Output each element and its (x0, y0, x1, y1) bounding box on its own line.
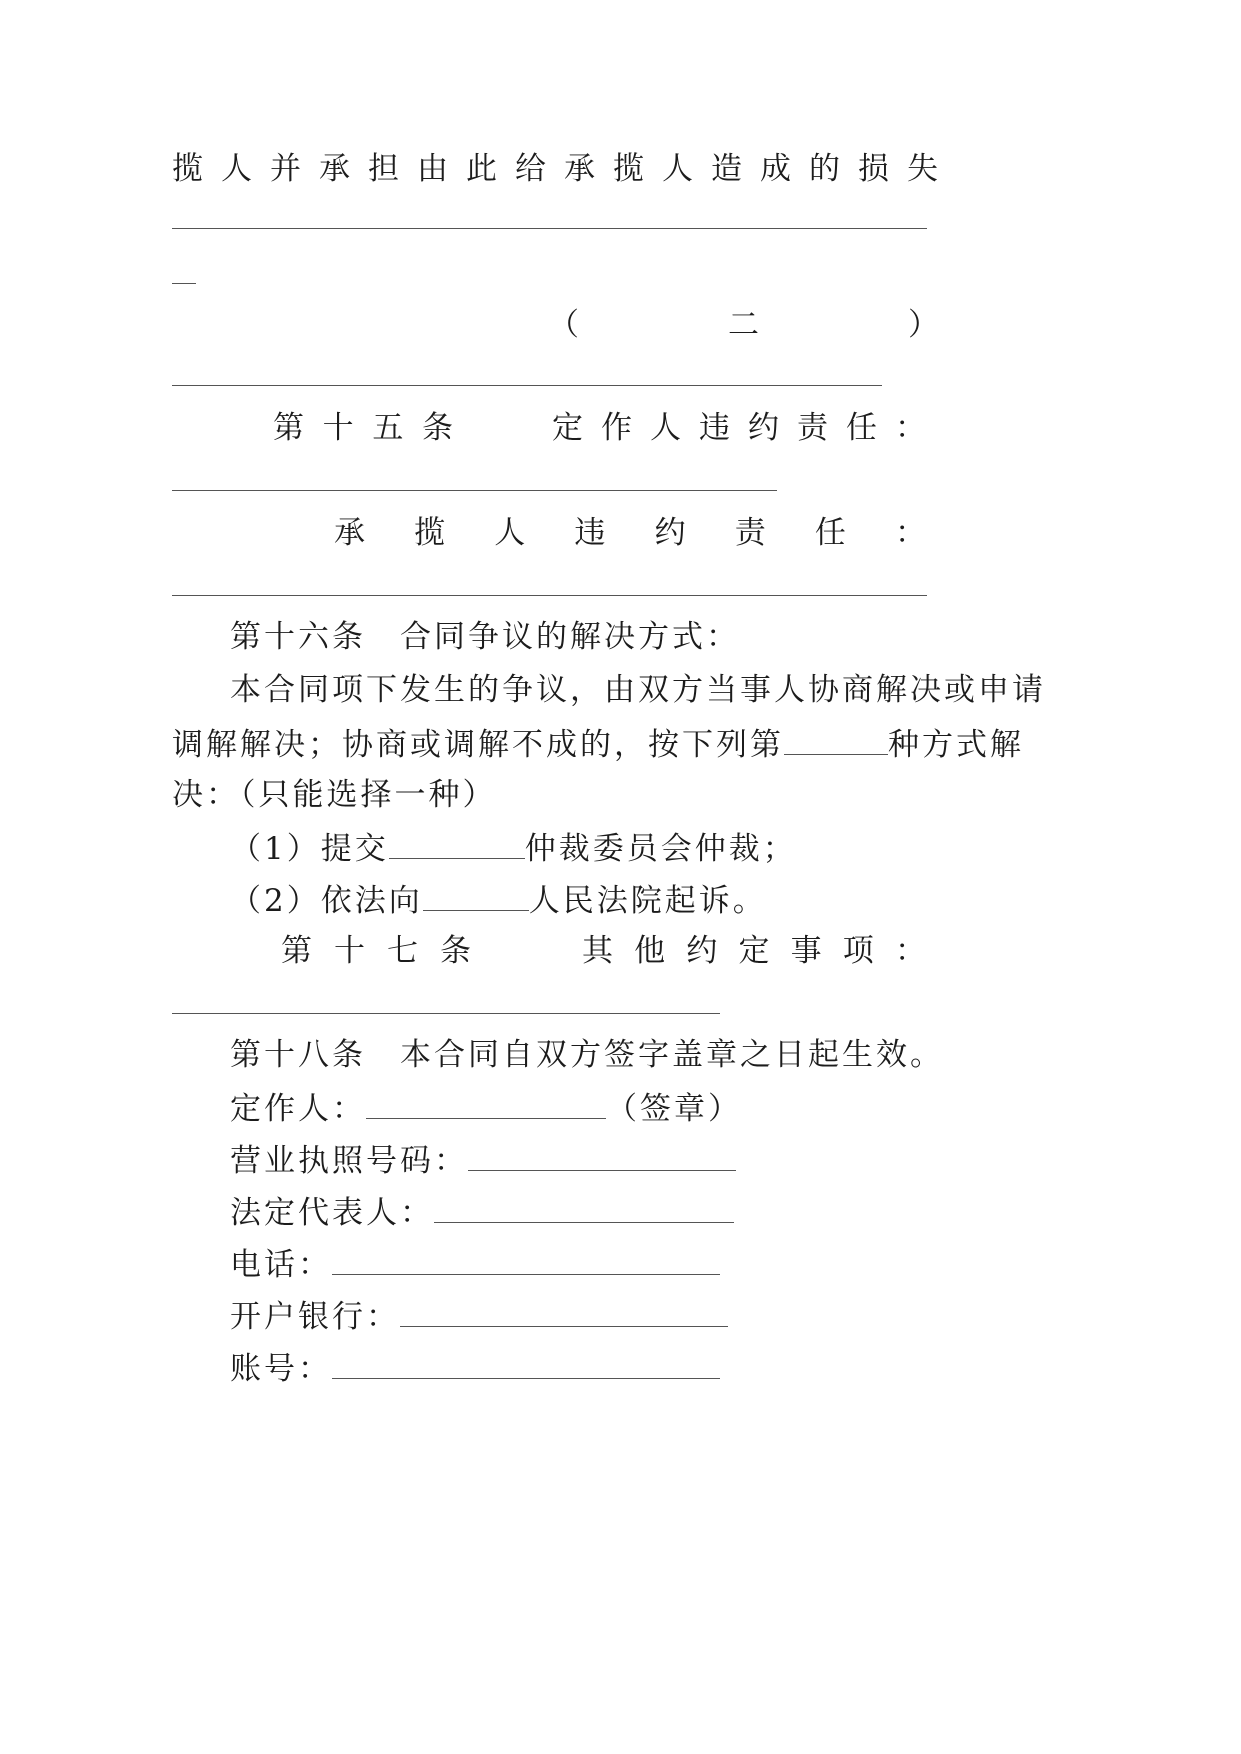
art17-number-char: 第 (281, 933, 312, 969)
art17-title-char: 定 (738, 933, 770, 969)
line1-char: 的 (809, 151, 840, 187)
client-label: 定作人： (230, 1091, 366, 1127)
line1-char: 人 (221, 151, 252, 187)
bank-blank[interactable] (400, 1300, 728, 1327)
art15-title-char: 违 (699, 410, 730, 446)
paren-close: ） (908, 307, 939, 343)
option1-label: （1）提交 (230, 831, 389, 867)
art18-number: 第十八条 (230, 1037, 366, 1073)
line1-char: 给 (515, 151, 546, 187)
art16-heading (230, 619, 740, 655)
line1-char: 并 (270, 151, 301, 187)
client-signature-blank[interactable] (366, 1092, 606, 1119)
paren-mid: 二 (728, 307, 759, 343)
art17-title (582, 933, 926, 969)
art15-title-char: 约 (748, 410, 779, 446)
line1-char: 由 (417, 151, 448, 187)
line1-char: 失 (907, 151, 938, 187)
contractor-liability-char: 违 (574, 515, 606, 551)
art16-para2-text-end: 种方式解 (888, 727, 1024, 763)
line1-char: 造 (711, 151, 742, 187)
method-choice-blank[interactable] (784, 728, 888, 755)
contractor-liability-char: 人 (494, 515, 526, 551)
art15-title-char: 任 (846, 410, 877, 446)
line1-char: 承 (564, 151, 595, 187)
art15-number (273, 410, 453, 446)
art16-para3: 决：（只能选择一种） (172, 777, 497, 813)
art15-title-char: 责 (797, 410, 828, 446)
line1-char: 此 (466, 151, 497, 187)
phone-row (230, 1248, 720, 1281)
phone-label: 电话： (230, 1247, 332, 1283)
art17-title-char: 项 (842, 933, 874, 969)
art17-number (281, 933, 471, 969)
line1-char: 揽 (613, 151, 644, 187)
art15-title-char: 作 (601, 410, 632, 446)
rep-row (230, 1196, 734, 1229)
art18-text: 本合同自双方签字盖章之日起生效。 (400, 1037, 944, 1073)
art15-number-char: 五 (372, 410, 404, 446)
art15-title-char: ： (895, 410, 926, 446)
court-blank[interactable] (423, 884, 529, 911)
line1-char: 承 (319, 151, 350, 187)
license-blank[interactable] (468, 1144, 736, 1171)
license-label: 营业执照号码： (230, 1143, 468, 1179)
line1-char: 担 (368, 151, 399, 187)
blank-rule (172, 385, 882, 386)
line1-char: 成 (760, 151, 791, 187)
art15-number-char: 十 (322, 410, 354, 446)
rep-blank[interactable] (434, 1196, 734, 1223)
blank-rule-tail (172, 283, 196, 284)
art15-title-char: 定 (552, 410, 583, 446)
account-blank[interactable] (332, 1352, 720, 1379)
art17-number-char: 七 (387, 933, 418, 969)
contractor-liability-char: 任 (814, 515, 846, 551)
art15-title-char: 人 (650, 410, 681, 446)
art17-title-char: 他 (634, 933, 666, 969)
account-row (230, 1352, 720, 1385)
contractor-liability-char: 约 (654, 515, 686, 551)
art16-para1: 本合同项下发生的争议，由双方当事人协商解决或申请 (230, 672, 1046, 708)
account-label: 账号： (230, 1351, 332, 1387)
bank-label: 开户银行： (230, 1299, 400, 1335)
blank-rule (172, 490, 777, 491)
art16-title: 合同争议的解决方式： (400, 619, 740, 655)
art17-title-char: 约 (686, 933, 718, 969)
line1-char: 人 (662, 151, 693, 187)
option-court (230, 884, 767, 917)
art15-number-char: 第 (273, 410, 304, 446)
arbitration-blank[interactable] (389, 832, 525, 859)
art17-number-char: 十 (334, 933, 365, 969)
blank-rule (172, 228, 927, 229)
license-row (230, 1144, 736, 1177)
contractor-liability (334, 515, 926, 551)
line-carryover (172, 151, 938, 187)
option1-text: 仲裁委员会仲裁； (524, 831, 797, 867)
art15-number-char: 条 (421, 410, 453, 446)
line1-char: 揽 (172, 151, 203, 187)
contractor-liability-char: 责 (734, 515, 766, 551)
client-signature-row (230, 1092, 742, 1125)
art17-title-char: ： (894, 933, 926, 969)
art15-title (552, 410, 926, 446)
art16-para2-text: 调解解决；协商或调解不成的，按下列第 (172, 727, 784, 763)
contractor-liability-char: 揽 (414, 515, 446, 551)
option2-label: （2）依法向 (230, 883, 423, 919)
contractor-liability-char: ： (894, 515, 926, 551)
phone-blank[interactable] (332, 1248, 720, 1275)
blank-rule (172, 595, 927, 596)
line1-char: 损 (858, 151, 889, 187)
option-arbitration (230, 832, 797, 865)
paren-open: （ (548, 307, 579, 343)
art18 (230, 1037, 944, 1073)
art17-title-char: 其 (582, 933, 613, 969)
contractor-liability-char: 承 (334, 515, 365, 551)
art16-number: 第十六条 (230, 619, 366, 655)
blank-rule (172, 1013, 720, 1014)
bank-row (230, 1300, 728, 1333)
art17-title-char: 事 (790, 933, 822, 969)
art17-number-char: 条 (440, 933, 471, 969)
seal-label: （签章） (606, 1091, 742, 1127)
rep-label: 法定代表人： (230, 1195, 434, 1231)
option2-text: 人民法院起诉。 (528, 883, 767, 919)
art16-para2 (172, 728, 1024, 761)
